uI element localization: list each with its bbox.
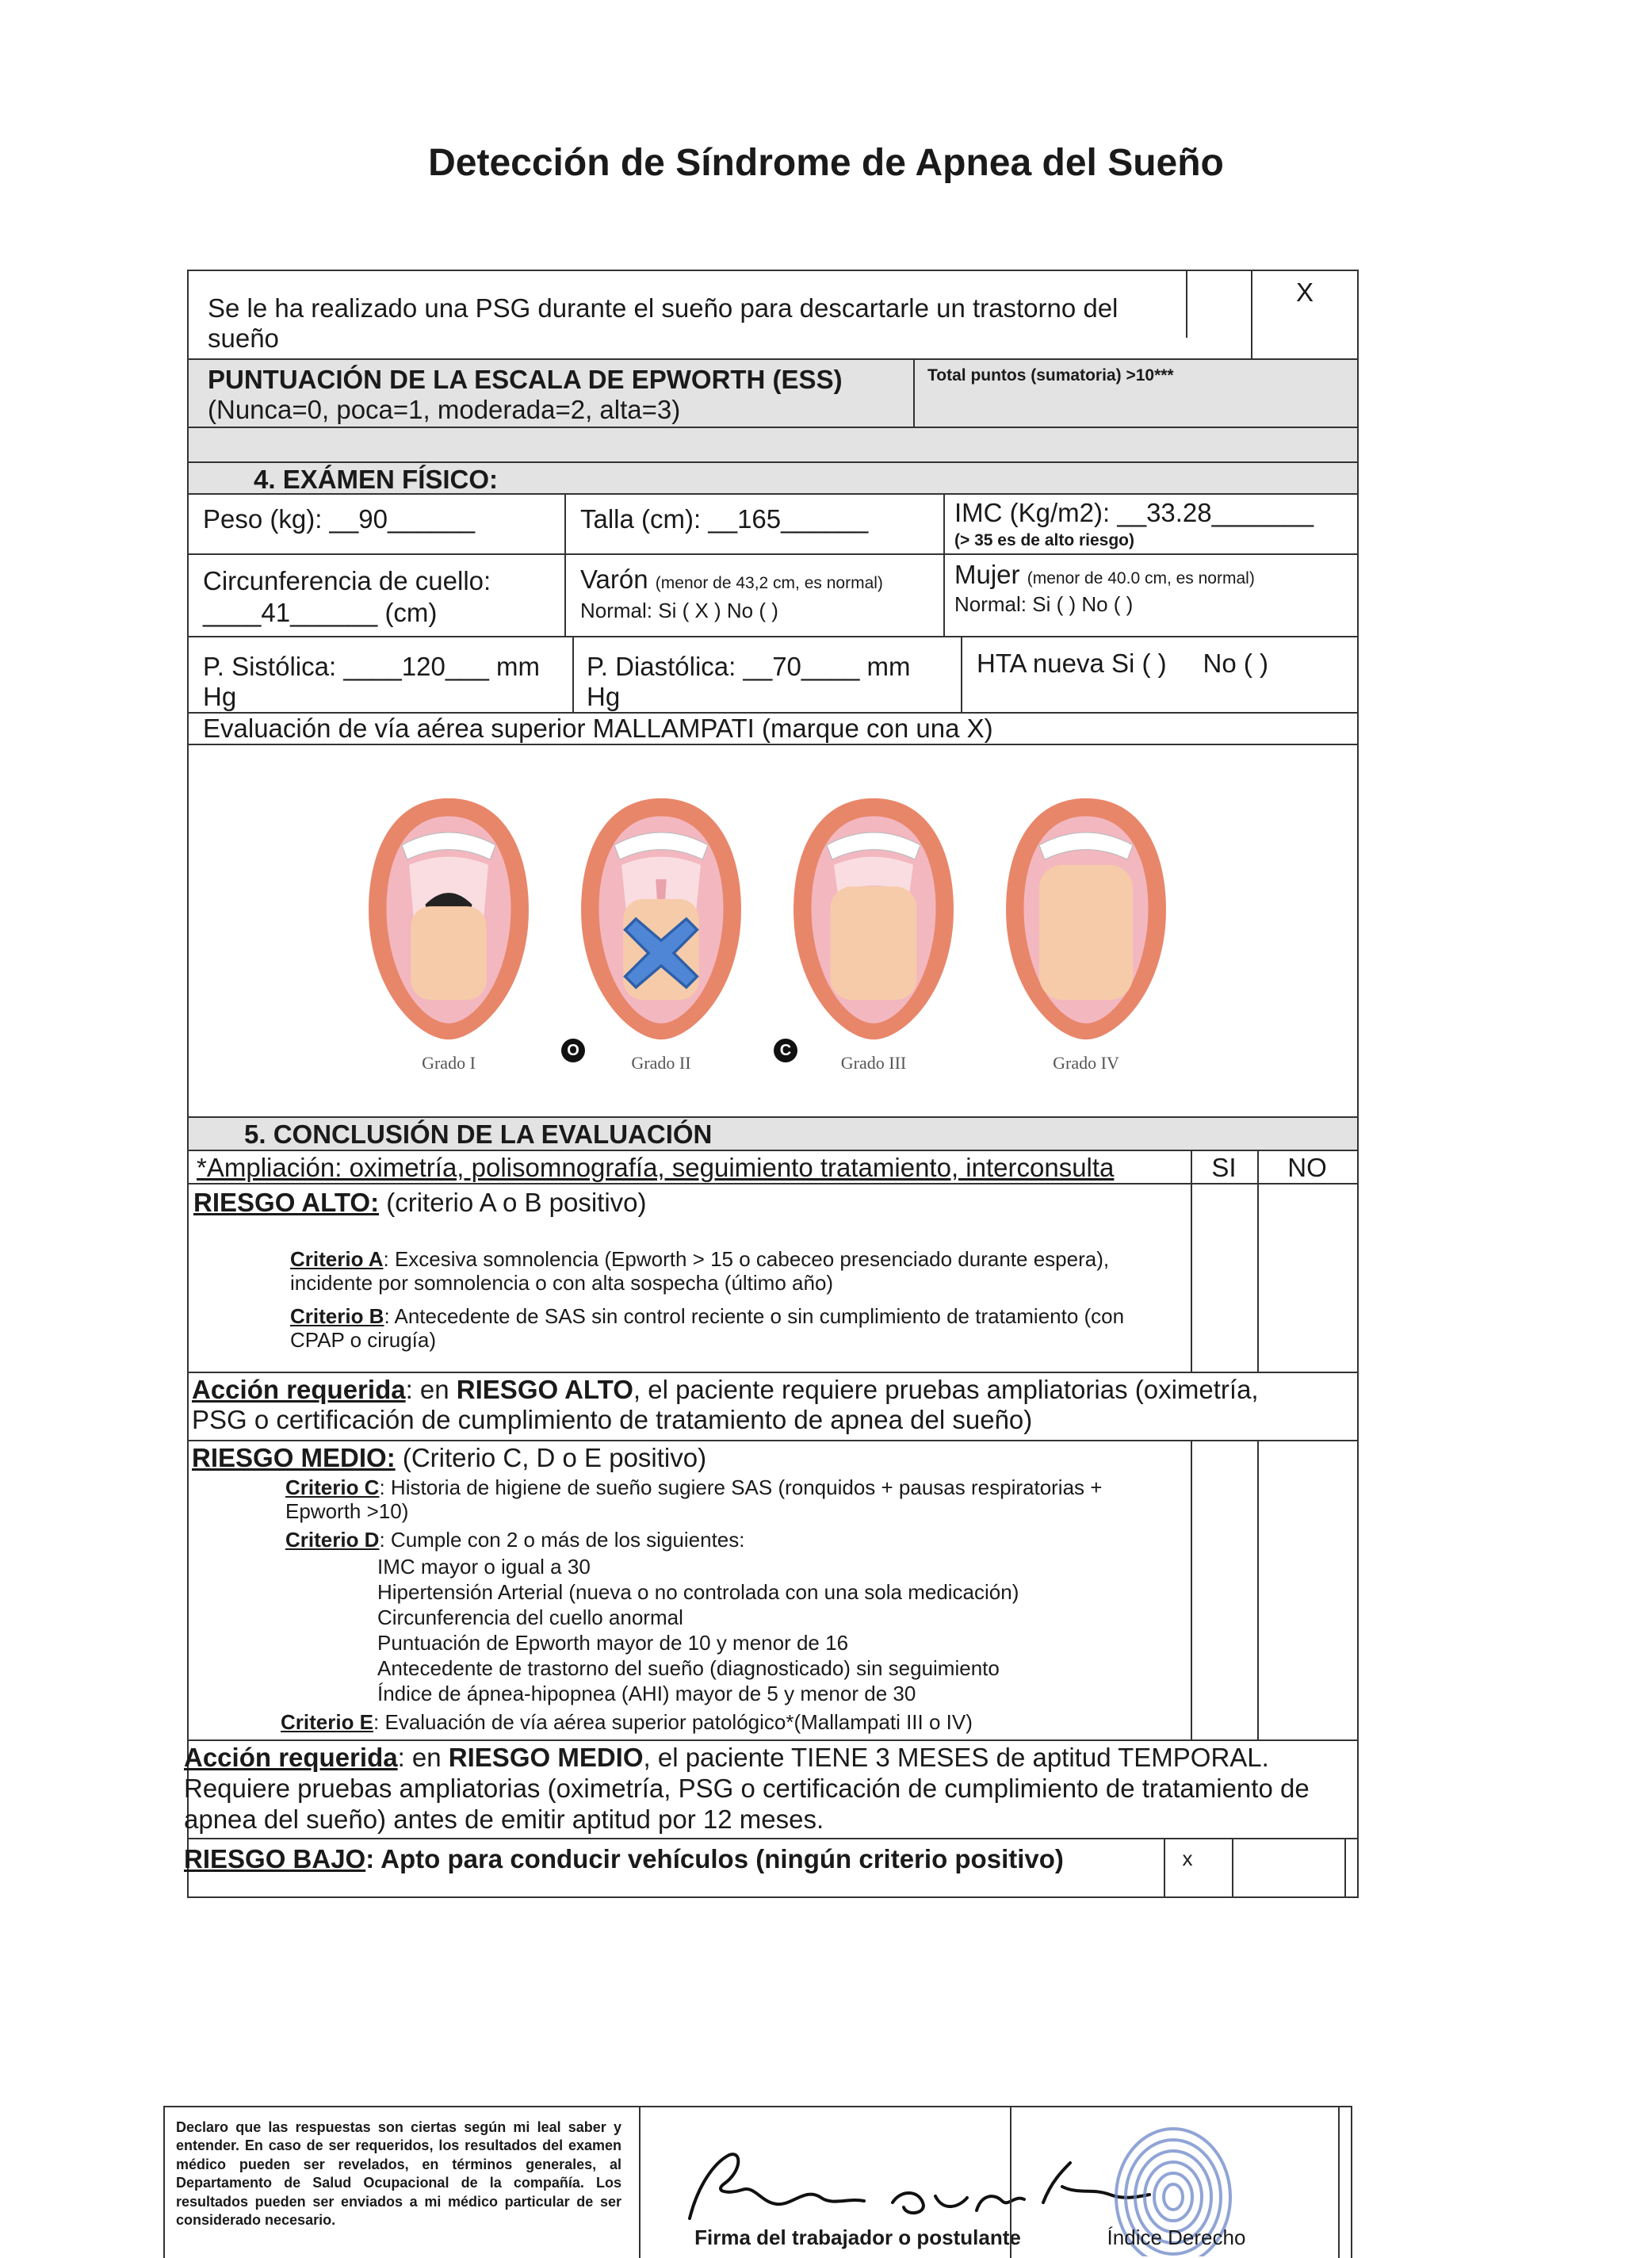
mujer-note: (menor de 40.0 cm, es normal) xyxy=(1027,569,1255,587)
exam-row-pressure xyxy=(189,637,1357,714)
signature-image xyxy=(666,2139,1173,2234)
mallampati-images xyxy=(189,745,1357,1118)
psg-mark: X xyxy=(1295,277,1314,307)
criterio-c: Criterio C: Historia de higiene de sueño sugiere SAS (ronquidos + pausas respiratorias + Epworth >10) xyxy=(285,1475,1103,1523)
mallampati-grade-2-image xyxy=(571,793,751,1045)
accion-medio-row xyxy=(184,1741,1357,1839)
diastolica-field: P. Diastólica: __70____ mm Hg xyxy=(587,652,911,711)
hta-no: No ( ) xyxy=(1203,649,1268,678)
mallampati-header: Evaluación de vía aérea superior MALLAMPATI (marque con una X) xyxy=(203,714,993,743)
cuello-label: Circunferencia de cuello: xyxy=(203,566,491,595)
peso-field: Peso (kg): __90______ xyxy=(203,504,476,534)
imc-value: 33.28 xyxy=(1146,498,1212,527)
riesgo-alto-row xyxy=(189,1184,1357,1373)
imc-field: IMC (Kg/m2): __33.28_______ xyxy=(954,498,1314,527)
spacer-row xyxy=(189,428,1357,463)
ampliacion-row xyxy=(189,1151,1357,1184)
epworth-total-label: Total puntos (sumatoria) >10*** xyxy=(927,366,1174,385)
firma-label: Firma del trabajador o postulante xyxy=(694,2225,1021,2249)
sleep-apnea-form xyxy=(184,270,1359,1898)
riesgo-alto-heading: RIESGO ALTO: (criterio A o B positivo) xyxy=(193,1188,647,1217)
mallampati-grade-1-image xyxy=(358,793,539,1045)
criterio-d-item-1: IMC mayor o igual a 30 xyxy=(377,1555,591,1579)
grade-2-label: Grado II xyxy=(631,1053,691,1073)
criterio-d: Criterio D: Cumple con 2 o más de los siguientes: xyxy=(285,1528,745,1552)
criterio-e: Criterio E: Evaluación de vía aérea superior patológico*(Mallampati III o IV) xyxy=(281,1710,973,1734)
cuello-value: 41 xyxy=(261,598,291,627)
sistolica-value: 120 xyxy=(401,652,446,681)
exam-row-neck xyxy=(189,555,1357,637)
riesgo-medio-heading: RIESGO MEDIO: (Criterio C, D o E positivo) xyxy=(192,1443,707,1472)
accion-alto-row xyxy=(189,1373,1357,1441)
mallampati-mark-o: O xyxy=(561,1039,585,1062)
criterio-d-item-3: Circunferencia del cuello anormal xyxy=(377,1605,683,1629)
varon-normal: Normal: Si ( X ) No ( ) xyxy=(580,599,778,622)
accion-medio-text: Acción requerida: en RIESGO MEDIO, el paciente TIENE 3 MESES de aptitud TEMPORAL. Requiere pruebas ampliatorias (oximetría, PSG o certificación de cumplimiento de tratamiento de apnea del sueño) antes de emitir aptitud por 12 meses. xyxy=(184,1743,1310,1834)
riesgo-bajo-text: RIESGO BAJO: Apto para conducir vehículos (ningún criterio positivo) xyxy=(184,1844,1064,1873)
mujer-normal: Normal: Si ( ) No ( ) xyxy=(954,592,1134,616)
grade-4-label: Grado IV xyxy=(1053,1053,1119,1073)
exam-row-weight xyxy=(189,495,1357,555)
declaration-footer xyxy=(163,2106,1352,2258)
riesgo-bajo-si-mark: x xyxy=(1182,1847,1193,1870)
talla-value: 165 xyxy=(737,504,782,534)
mujer-field: Mujer (menor de 40.0 cm, es normal) xyxy=(954,560,1255,589)
varon-note: (menor de 43,2 cm, es normal) xyxy=(655,574,883,592)
imc-note: (> 35 es de alto riesgo) xyxy=(954,531,1135,549)
psg-question: Se le ha realizado una PSG durante el sueño para descartarle un trastorno del sueño xyxy=(208,293,1119,353)
declaration-text: Declaro que las respuestas son ciertas según mi leal saber y entender. En caso de ser requeridos, los resultados del examen médico pueden ser revelados, en términos generales, al Departamento de Salud Ocupacional de la compañía. Los resultados pueden ser enviados a mi médico particular de ser considerado necesario. xyxy=(176,2119,621,2228)
varon-field: Varón (menor de 43,2 cm, es normal) xyxy=(580,564,883,594)
accion-alto-text: Acción requerida: en RIESGO ALTO, el paciente requiere pruebas ampliatorias (oximetría, PSG o certificación de cumplimiento de tratamiento de apnea del sueño) xyxy=(192,1375,1259,1434)
page-title: Detección de Síndrome de Apnea del Sueño xyxy=(428,142,1224,184)
criterio-d-item-6: Índice de ápnea-hipopnea (AHI) mayor de 5 y menor de 30 xyxy=(377,1682,916,1705)
indice-label: Índice Derecho xyxy=(1107,2225,1246,2249)
cuello-field: ____41______ (cm) xyxy=(203,598,438,627)
criterio-d-item-5: Antecedente de trastorno del sueño (diagnosticado) sin seguimiento xyxy=(377,1656,1000,1680)
epworth-label: PUNTUACIÓN DE LA ESCALA DE EPWORTH (ESS) xyxy=(208,365,843,394)
psg-row xyxy=(189,271,1357,360)
ampliacion-text: *Ampliación: oximetría, polisomnografía, seguimiento tratamiento, interconsulta xyxy=(197,1153,1115,1182)
mallampati-mark-c: C xyxy=(774,1039,797,1062)
conclusion-header-row xyxy=(189,1118,1357,1151)
criterio-b: Criterio B: Antecedente de SAS sin control reciente o sin cumplimiento de tratamiento (con CPAP o cirugía) xyxy=(290,1304,1125,1352)
exam-header-row xyxy=(189,463,1357,495)
criterio-d-item-2: Hipertensión Arterial (nueva o no controlada con una sola medicación) xyxy=(377,1580,1019,1604)
peso-value: 90 xyxy=(358,504,388,534)
riesgo-medio-row xyxy=(189,1441,1357,1741)
si-header: SI xyxy=(1211,1153,1237,1182)
mallampati-grade-3-image xyxy=(783,793,964,1045)
grade-3-label: Grado III xyxy=(840,1053,907,1073)
epworth-scale: (Nunca=0, poca=1, moderada=2, alta=3) xyxy=(208,395,681,424)
no-header: NO xyxy=(1287,1153,1327,1182)
diastolica-value: 70 xyxy=(772,652,801,681)
conclusion-header: 5. CONCLUSIÓN DE LA EVALUACIÓN xyxy=(244,1119,713,1149)
sistolica-field: P. Sistólica: ____120___ mm Hg xyxy=(203,652,541,711)
criterio-a: Criterio A: Excesiva somnolencia (Epworth > 15 o cabeceo presenciado durante espera), incidente por somnolencia o con alta sospecha (último año) xyxy=(290,1247,1110,1295)
exam-header: 4. EXÁMEN FÍSICO: xyxy=(254,465,499,494)
riesgo-bajo-row xyxy=(184,1839,1357,1898)
criterio-d-item-4: Puntuación de Epworth mayor de 10 y menor de 16 xyxy=(377,1631,849,1655)
hta-field: HTA nueva Si ( ) No ( ) xyxy=(977,649,1268,678)
grade-1-label: Grado I xyxy=(422,1053,476,1073)
mallampati-header-row xyxy=(189,714,1357,745)
talla-field: Talla (cm): __165______ xyxy=(580,504,869,534)
mallampati-grade-4-image xyxy=(996,793,1176,1045)
epworth-row xyxy=(189,360,1357,428)
